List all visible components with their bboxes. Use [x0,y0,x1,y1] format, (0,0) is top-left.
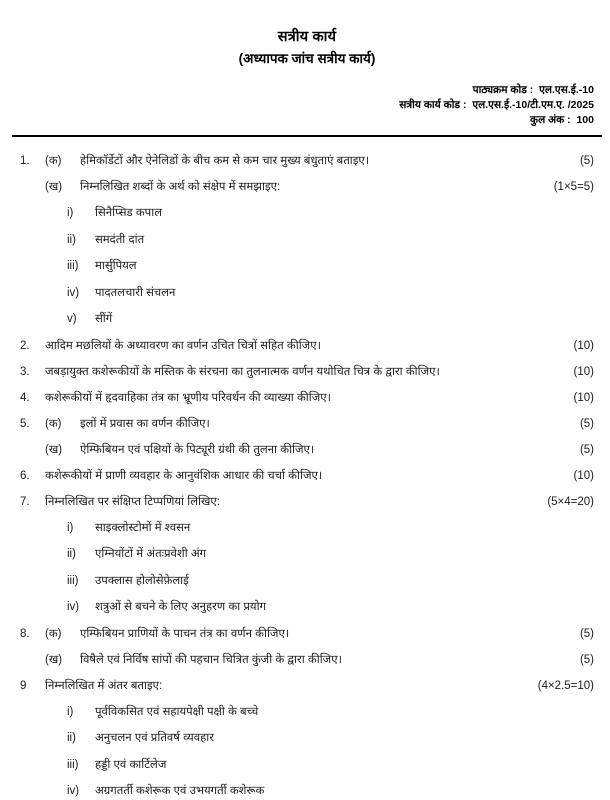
question-part-row [20,180,594,196]
subitem-text: हड्डी एवं कार्टिलेज [95,758,167,771]
subitem-row [67,286,594,302]
question-text: निम्नलिखित में अंतर बताइए: [45,679,163,692]
subitem-row [67,758,594,774]
subitem-text: पादतलचारी संचलन [95,286,176,299]
subitem-row [67,705,594,721]
question-number: 7. [20,495,30,508]
subitem-text: अग्रगतर्ती कशेरूक एवं उभयगर्ती कशेरूक [95,785,265,797]
subitem-label: iii) [67,574,79,587]
code-block [20,83,594,128]
part-marks: (1×5=5) [553,181,594,193]
question-marks: (10) [573,365,594,378]
subitem-label: v) [67,313,77,325]
subitem-label: iv) [67,286,80,299]
subitem-row [67,259,594,275]
question-marks: (4×2.5=10) [537,679,594,692]
part-text: निम्नलिखित शब्दों के अर्थ को संक्षेप में समझाइए: [80,181,281,193]
question-text: कशेरूकीयों में हृदवाहिका तंत्र का भ्रूणीय परिवर्धन की व्याख्या कीजिए। [45,391,332,404]
subitem-label: i) [67,705,74,718]
part-text: इलों में प्रवास का वर्णन कीजिए। [80,417,210,430]
assignment-code-label: सत्रीय कार्य कोड : [399,99,467,111]
subitem-row [67,574,594,590]
question-number: 5. [20,417,30,430]
part-marks: (5) [579,155,594,167]
subitem-label: ii) [67,233,76,246]
question-marks: (10) [573,469,594,482]
subitem-text: उपक्लास होलोसेफ़ेलाई [95,574,189,587]
part-label: (क) [45,417,62,430]
subitem-text: सिनैप्सिड कपाल [95,207,162,219]
question-part-row [20,627,594,643]
question-number: 6. [20,469,30,482]
total-marks-line [20,113,594,128]
question-marks: (5×4=20) [547,495,594,508]
subitem-text: सींगें [95,313,113,325]
part-text: हेमिकॉर्डेटों और ऐनेलिडों के बीच कम से कम चार मुख्य बंधुताएं बताइए। [80,155,370,167]
question-number: 3. [20,365,30,378]
part-marks: (5) [579,627,594,640]
subitem-text: पूर्वविकसित एवं सहायपेक्षी पक्षी के बच्चे [95,705,259,718]
subitem-label: i) [67,521,74,534]
part-marks: (5) [579,653,594,666]
question-text: जबड़ायुक्त कशेरूकीयों के मस्तिक के संरचना का तुलनात्मक वर्णन यथोचित चित्र के द्वारा कीजिए। [45,365,440,378]
part-label: (ख) [45,653,63,666]
header-divider [12,135,602,137]
question-text: कशेरूकीयों में प्राणी व्यवहार के आनुवंशिक आधार की चर्चा कीजिए। [45,469,323,482]
part-label: (क) [45,155,62,167]
question-row [20,339,594,355]
assignment-code-line [20,98,594,113]
subitem-row [67,521,594,537]
subitem-label: iii) [67,260,79,272]
part-marks: (5) [579,443,594,456]
question-number: 8. [20,627,30,640]
subitem-text: शत्रुओं से बचने के लिए अनुहरण का प्रयोग [95,601,267,613]
subitem-text: मार्सुपियल [95,260,137,272]
subitem-row [67,731,594,747]
subitem-row [67,206,594,222]
page-subtitle: (अध्यापक जांच सत्रीय कार्य) [238,51,376,66]
question-number: 4. [20,391,30,404]
question-list [20,154,594,800]
question-part-row [20,154,594,170]
question-row [20,365,594,381]
question-part-row [20,417,594,433]
question-text: आदिम मछलियों के अध्यावरण का वर्णन उचित चित्रों सहित कीजिए। [45,339,321,352]
course-code-line [20,83,594,98]
question-text: निम्नलिखित पर संक्षिप्त टिप्पणियां लिखिए: [45,495,220,508]
subitem-row [67,233,594,249]
assignment-code-value: एल.एस.ई.-10/टी.एम.ए. /2025 [472,99,594,111]
subitem-row [67,547,594,563]
part-text: ऐम्फिबियन एवं पक्षियों के पिट्यूरी ग्रंथी की तुलना कीजिए। [80,443,315,456]
subitem-text: एम्नियोंटों में अंतःप्रवेशी अंग [95,548,207,560]
subitem-label: ii) [67,548,76,560]
subitem-label: i) [67,207,74,219]
question-row [20,391,594,407]
question-row [20,495,594,511]
subitem-row [67,312,594,328]
question-row [20,469,594,485]
question-number: 2. [20,339,30,352]
part-label: (ख) [45,443,63,456]
question-row [20,679,594,695]
total-marks-label: कुल अंक : [530,114,571,126]
question-part-row [20,443,594,459]
course-code-value: एल.एस.ई.-10 [539,84,594,96]
page-title: सत्रीय कार्य [277,29,337,45]
part-text: एम्फिबियन प्राणियों के पाचन तंत्र का वर्णन कीजिए। [80,627,290,640]
subitem-row [67,600,594,616]
subitem-text: साइक्लोस्टोमों में श्वसन [95,521,191,534]
course-code-label: पाठ्यक्रम कोड : [472,84,534,96]
question-marks: (10) [573,391,594,404]
subitem-label: iv) [67,785,80,797]
question-part-row [20,653,594,669]
part-marks: (5) [579,417,594,430]
part-label: (ख) [45,181,63,193]
subitem-text: अनुचलन एवं प्रतिवर्ष व्यवहार [95,732,214,744]
part-label: (क) [45,627,62,640]
total-marks-value: 100 [576,114,594,126]
subitem-label: iv) [67,601,80,613]
question-number: 9 [20,679,27,692]
subitem-label: iii) [67,758,79,771]
question-marks: (10) [573,339,594,352]
part-text: विषैले एवं निर्विष सांपों की पहचान चित्रित कुंजी के द्वारा कीजिए। [80,653,342,666]
question-number: 1. [20,155,30,167]
subitem-label: ii) [67,732,76,744]
subitem-text: समदंती दांत [95,233,145,246]
